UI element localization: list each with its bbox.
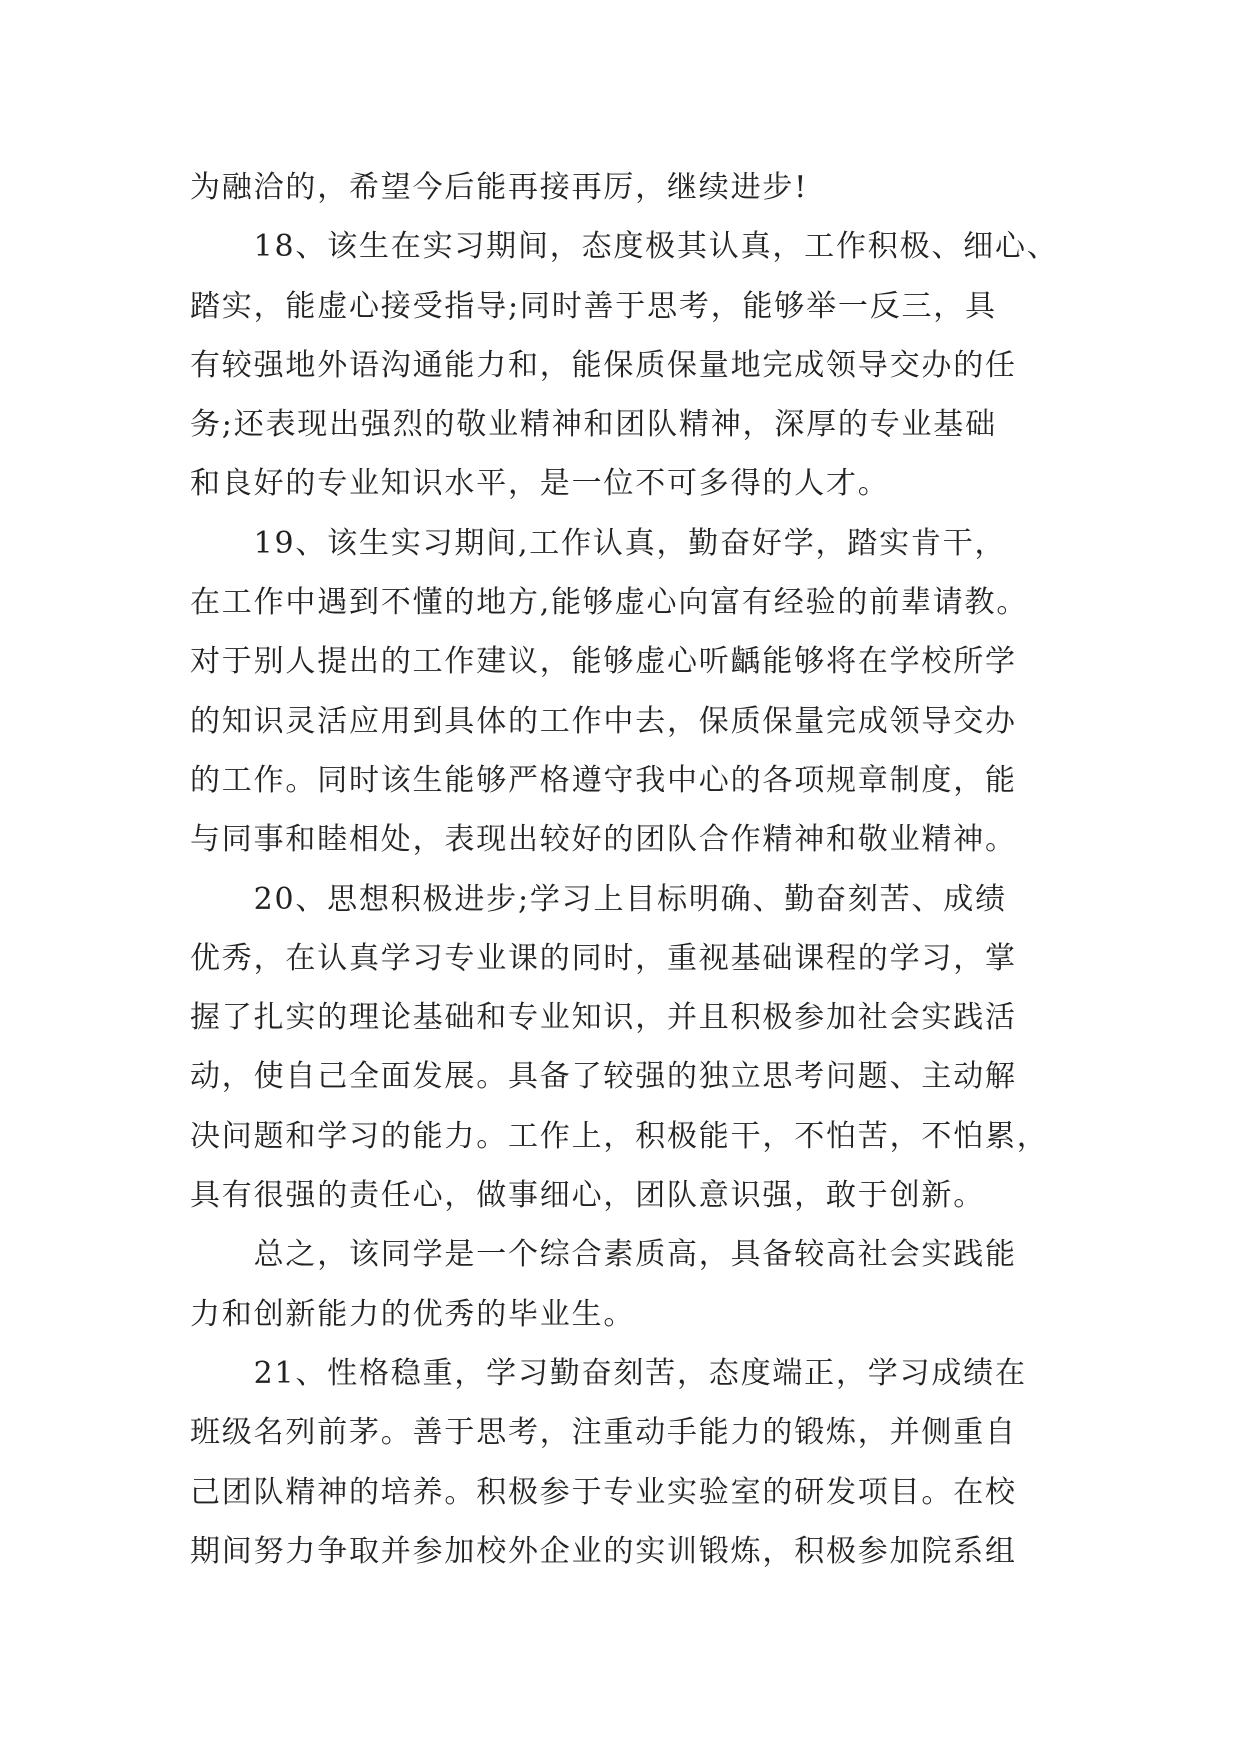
text-line: 总之，该同学是一个综合素质高，具备较高社会实践能	[190, 1237, 1017, 1273]
text-line: 动，使自己全面发展。具备了较强的独立思考问题、主动解	[190, 1059, 1017, 1095]
text-line: 21、性格稳重，学习勤奋刻苦，态度端正，学习成绩在	[190, 1355, 1027, 1391]
text-line: 和良好的专业知识水平，是一位不可多得的人才。	[190, 466, 890, 502]
text-line: 己团队精神的培养。积极参于专业实验室的研发项目。在校	[190, 1474, 1017, 1510]
text-line: 的知识灵活应用到具体的工作中去，保质保量完成领导交办	[190, 703, 1017, 739]
text-line: 班级名列前茅。善于思考，注重动手能力的锻炼，并侧重自	[190, 1415, 1017, 1451]
text-line: 务;还表现出强烈的敬业精神和团队精神，深厚的专业基础	[190, 407, 997, 443]
text-line: 为融洽的，希望今后能再接再厉，继续进步!	[190, 170, 809, 205]
text-line: 的工作。同时该生能够严格遵守我中心的各项规章制度，能	[190, 762, 1017, 798]
text-line: 对于别人提出的工作建议，能够虚心听齲能够将在学校所学	[190, 644, 1017, 680]
text-line: 18、该生在实习期间，态度极其认真，工作积极、细心、	[190, 229, 1059, 265]
text-line: 19、该生实习期间,工作认真，勤奋好学，踏实肯干，	[190, 525, 1007, 561]
text-line: 在工作中遇到不懂的地方,能够虚心向富有经验的前辈请教。	[190, 585, 1029, 621]
text-line: 踏实，能虚心接受指导;同时善于思考，能够举一反三，具	[190, 288, 997, 324]
text-line: 20、思想积极进步;学习上目标明确、勤奋刻苦、成绩	[190, 881, 1007, 917]
text-line: 力和创新能力的优秀的毕业生。	[190, 1296, 636, 1332]
text-line: 与同事和睦相处，表现出较好的团队合作精神和敬业精神。	[190, 822, 1017, 858]
text-line: 决问题和学习的能力。工作上，积极能干，不怕苦，不怕累，	[190, 1118, 1049, 1154]
text-line: 期间努力争取并参加校外企业的实训锻炼，积极参加院系组	[190, 1533, 1017, 1569]
text-line: 优秀，在认真学习专业课的同时，重视基础课程的学习，掌	[190, 940, 1017, 976]
text-line: 具有很强的责任心，做事细心，团队意识强，敢于创新。	[190, 1178, 985, 1214]
text-line: 握了扎实的理论基础和专业知识，并且积极参加社会实践活	[190, 1000, 1017, 1036]
document-body	[190, 158, 1059, 1581]
text-line: 有较强地外语沟通能力和，能保质保量地完成领导交办的任	[190, 347, 1017, 383]
